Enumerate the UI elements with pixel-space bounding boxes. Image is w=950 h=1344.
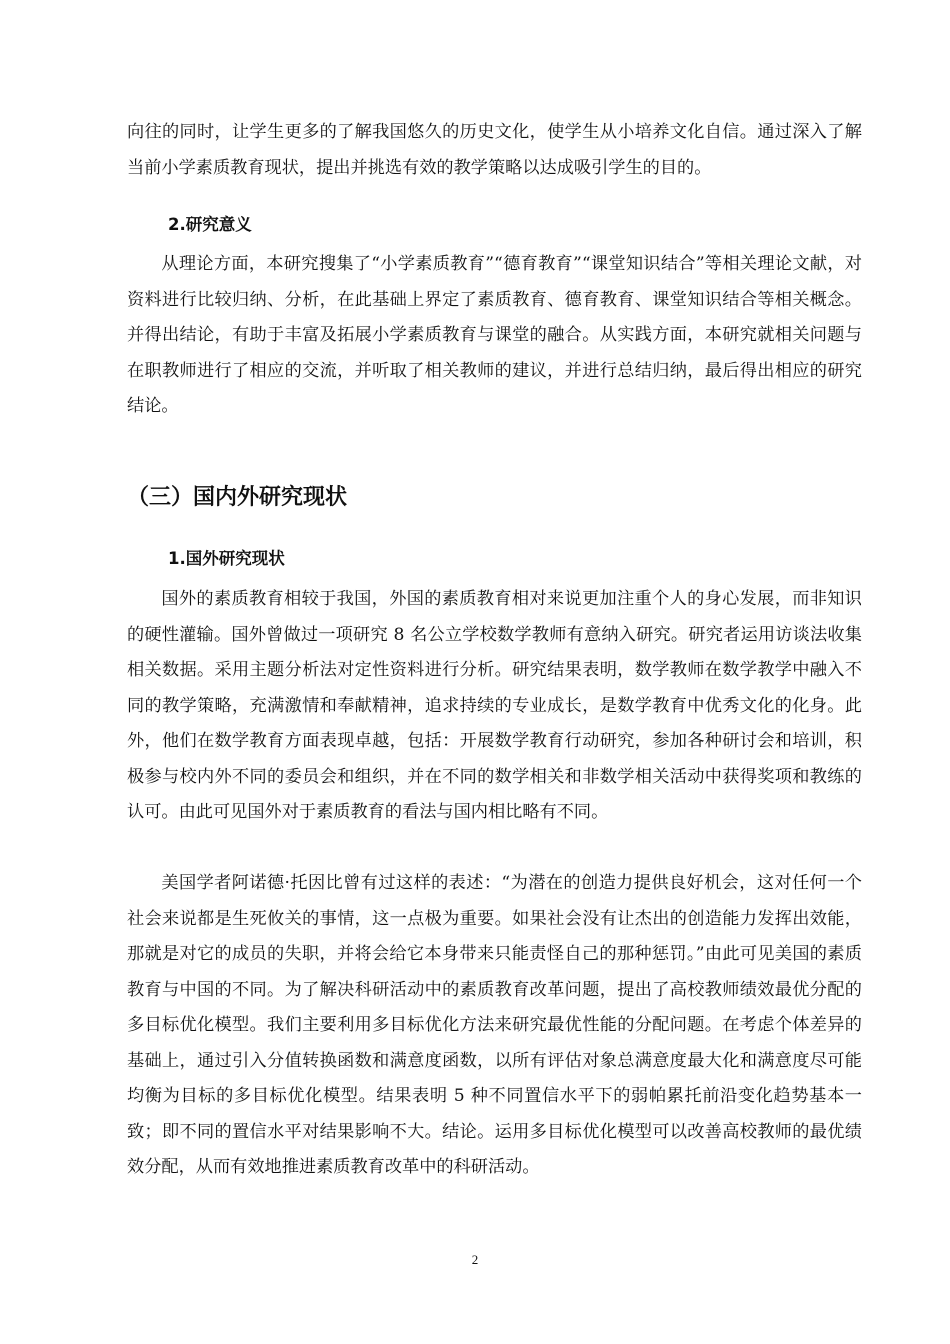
paragraph-toynbee-quote: 美国学者阿诺德·托因比曾有过这样的表述：“为潜在的创造力提供良好机会，这对任何一个社会来说都是生死攸关的事情，这一点极为重要。如果社会没有让杰出的创造能力发挥出效能，那就是对它的成员的失职，并将会给它本身带来只能责怪自己的那种惩罚。”由此可见美国的素质教育与中国的不同。为了解决科研活动中的素质教育改革问题，提出了高校教师绩效最优分配的多目标优化模型。我们主要利用多目标优化方法来研究最优性能的分配问题。在考虑个体差异的基础上，通过引入分值转换函数和满意度函数，以所有评估对象总满意度最大化和满意度尽可能均衡为目标的多目标优化模型。结果表明 5 种不同置信水平下的弱帕累托前沿变化趋势基本一致；即不同的置信水平对结果影响不大。结论。运用多目标优化模型可以改善高校教师的最优绩效分配，从而有效地推进素质教育改革中的科研活动。 [127, 873, 862, 1177]
heading-foreign-status: 1.国外研究现状 [168, 549, 285, 568]
paragraph-foreign-status: 国外的素质教育相较于我国，外国的素质教育相对来说更加注重个人的身心发展，而非知识的硬性灌输。国外曾做过一项研究 8 名公立学校数学教师有意纳入研究。研究者运用访谈法收集相关数据。采用主题分析法对定性资料进行分析。研究结果表明，数学教师在数学教学中融入不同的教学策略，充满激情和奉献精神，追求持续的专业成长，是数学教育中优秀文化的化身。此外，他们在数学教育方面表现卓越，包括：开展数学教育行动研究，参加各种研讨会和培训，积极参与校内外不同的委员会和组织，并在不同的数学相关和非数学相关活动中获得奖项和教练的认可。由此可见国外对于素质教育的看法与国内相比略有不同。 [127, 589, 862, 822]
page-number: 2 [471, 1252, 479, 1267]
heading-domestic-foreign-status: （三）国内外研究现状 [127, 485, 348, 510]
heading-research-significance: 2.研究意义 [168, 215, 252, 234]
paragraph-research-significance: 从理论方面，本研究搜集了“小学素质教育”“德育教育”“课堂知识结合”等相关理论文献，对资料进行比较归纳、分析，在此基础上界定了素质教育、德育教育、课堂知识结合等相关概念。并得出结论，有助于丰富及拓展小学素质教育与课堂的融合。从实践方面，本研究就相关问题与在职教师进行了相应的交流，并听取了相关教师的建议，并进行总结归纳，最后得出相应的研究结论。 [127, 254, 862, 416]
paragraph-purpose-continued: 向往的同时，让学生更多的了解我国悠久的历史文化，使学生从小培养文化自信。通过深入了解当前小学素质教育现状，提出并挑选有效的教学策略以达成吸引学生的目的。 [127, 122, 862, 178]
